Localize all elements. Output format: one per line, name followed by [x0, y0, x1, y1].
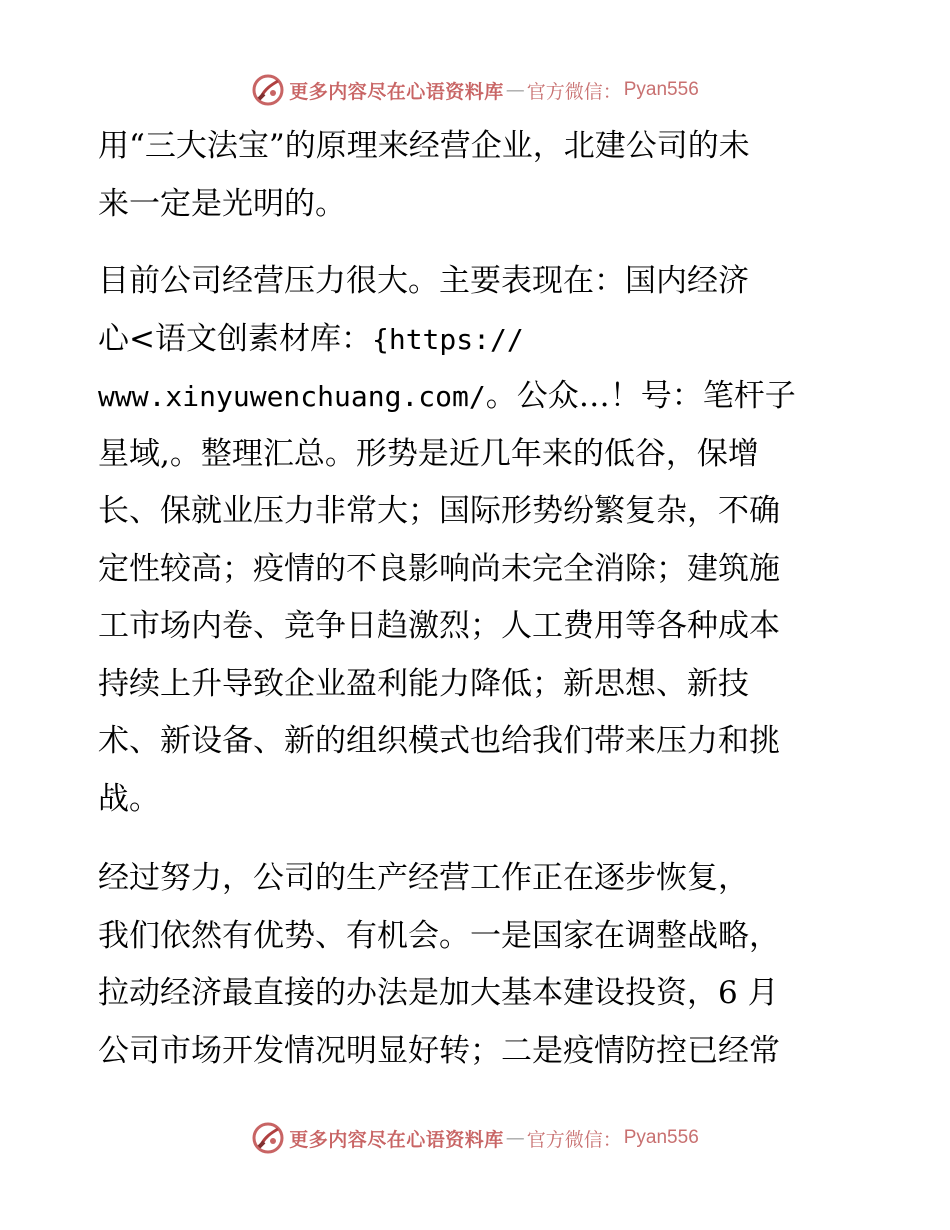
text-line: 拉动经济最直接的办法是加大基本建设投资，6 月	[98, 975, 779, 1011]
text-line: 公司市场开发情况明显好转；二是疫情防控已经常	[98, 1032, 780, 1069]
text-line	[98, 311, 858, 369]
text-line: 我们依然有优势、有机会。一是国家在调整战略，	[98, 917, 780, 954]
text-line: 术、新设备、新的组织模式也给我们带来压力和挑	[98, 723, 780, 759]
paragraph-3	[98, 850, 858, 1080]
banner-dash: —	[505, 1127, 525, 1149]
text-line: 战。	[98, 780, 160, 817]
url-fragment: www.xinyuwenchuang.com/	[98, 380, 486, 413]
text-line: 定性较高；疫情的不良影响尚未完全消除；建筑施	[98, 550, 780, 587]
ink-brush-logo-icon	[251, 1121, 285, 1155]
paragraph-2	[98, 253, 858, 828]
paragraph-1	[98, 118, 858, 233]
text-line: 经过努力，公司的生产经营工作正在逐步恢复，	[98, 860, 749, 896]
text-line: 长、保就业压力非常大；国际形势纷繁复杂，不确	[98, 493, 780, 529]
banner-title: 更多内容尽在心语资料库	[289, 1128, 504, 1151]
text-fragment: 。公众…！号：笔杆子	[485, 378, 796, 414]
banner-wechat-id: Pyan556	[623, 1127, 699, 1148]
text-line	[98, 368, 858, 426]
text-line: 工市场内卷、竞争日趋激烈；人工费用等各种成本	[98, 608, 780, 644]
text-line: 持续上升导致企业盈利能力降低；新思想、新技	[98, 665, 749, 702]
text-line: 星域,。整理汇总。形势是近几年来的低谷，保增	[98, 435, 759, 472]
banner-label: 官方微信：	[526, 80, 622, 103]
banner-dash: —	[505, 79, 525, 101]
text-line: 来一定是光明的。	[98, 185, 346, 222]
text-fragment: 心<语文创素材库：	[98, 320, 372, 357]
text-line: 目前公司经营压力很大。主要表现在：国内经济	[98, 263, 749, 299]
ink-brush-logo-icon	[251, 73, 285, 107]
banner-title: 更多内容尽在心语资料库	[289, 80, 504, 103]
banner-wechat-id: Pyan556	[623, 79, 699, 100]
header-banner	[0, 70, 950, 110]
url-fragment: {https://	[371, 322, 524, 356]
banner-label: 官方微信：	[526, 1128, 622, 1151]
footer-banner	[0, 1118, 950, 1158]
text-line: 用“三大法宝”的原理来经营企业，北建公司的未	[98, 128, 750, 164]
